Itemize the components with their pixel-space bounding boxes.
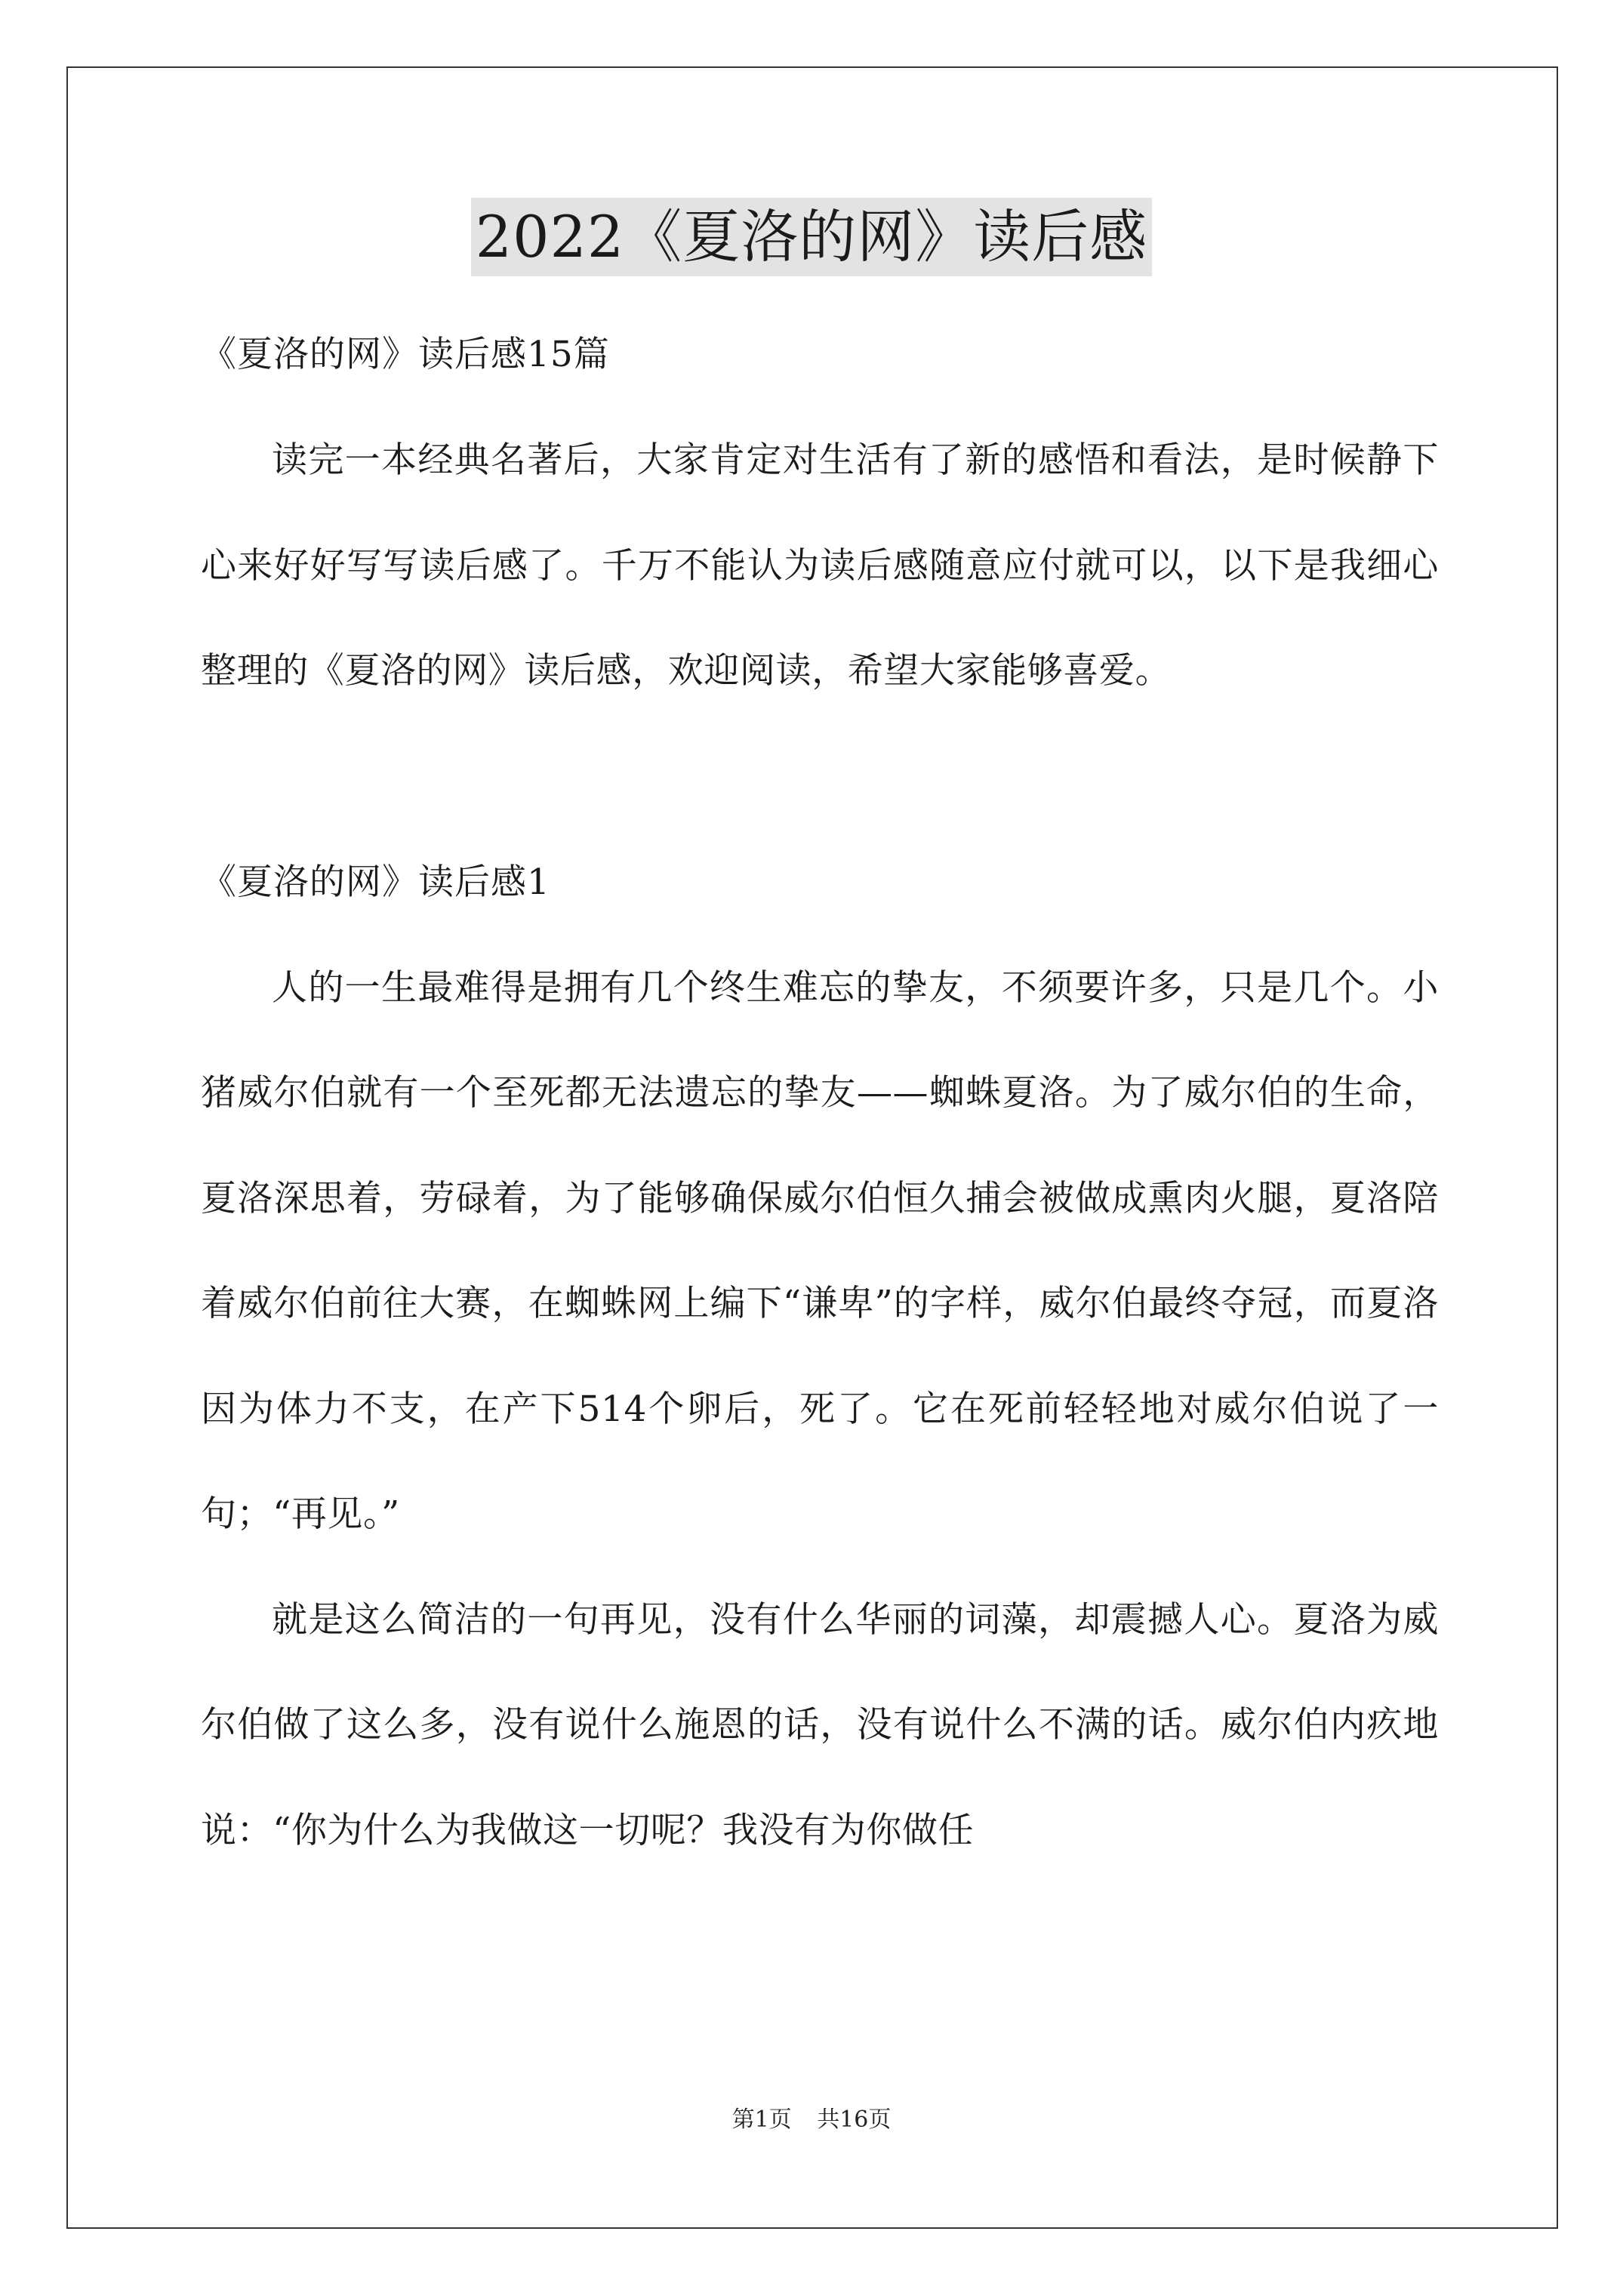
page-number-total: 共16页 xyxy=(817,2106,892,2133)
page-number-current: 第1页 xyxy=(731,2106,792,2133)
document-title: 2022《夏洛的网》读后感 xyxy=(471,198,1152,276)
section-spacer xyxy=(201,724,1439,830)
section1-paragraph: 人的一生最难得是拥有几个终生难忘的挚友，不须要许多，只是几个。小猪威尔伯就有一个至死都无法遗忘的挚友——蜘蛛夏洛。为了威尔伯的生命，夏洛深思着，劳碌着，为了能够确保威尔伯恒久捕会被做成熏肉火腿，夏洛陪着威尔伯前往大赛，在蜘蛛网上编下“谦卑”的字样，威尔伯最终夺冠，而夏洛因为体力不支，在产下514个卵后，死了。它在死前轻轻地对威尔伯说了一句；“再见。” xyxy=(201,966,1439,1535)
title-container xyxy=(0,198,1623,276)
intro-paragraph: 读完一本经典名著后，大家肯定对生活有了新的感悟和看法，是时候静下心来好好写写读后感了。千万不能认为读后感随意应付就可以，以下是我细心整理的《夏洛的网》读后感，欢迎阅读，希望大家能够喜爱。 xyxy=(201,439,1439,692)
section1-heading: 《夏洛的网》读后感1 xyxy=(201,861,550,903)
page-footer xyxy=(0,2105,1623,2135)
intro-heading: 《夏洛的网》读后感15篇 xyxy=(201,334,610,375)
section1-paragraph: 就是这么简洁的一句再见，没有什么华丽的词藻，却震撼人心。夏洛为威尔伯做了这么多，没有说什么施恩的话，没有说什么不满的话。威尔伯内疚地说：“你为什么为我做这一切呢？我没有为你做任 xyxy=(201,1598,1439,1851)
document-body xyxy=(201,302,1439,1883)
